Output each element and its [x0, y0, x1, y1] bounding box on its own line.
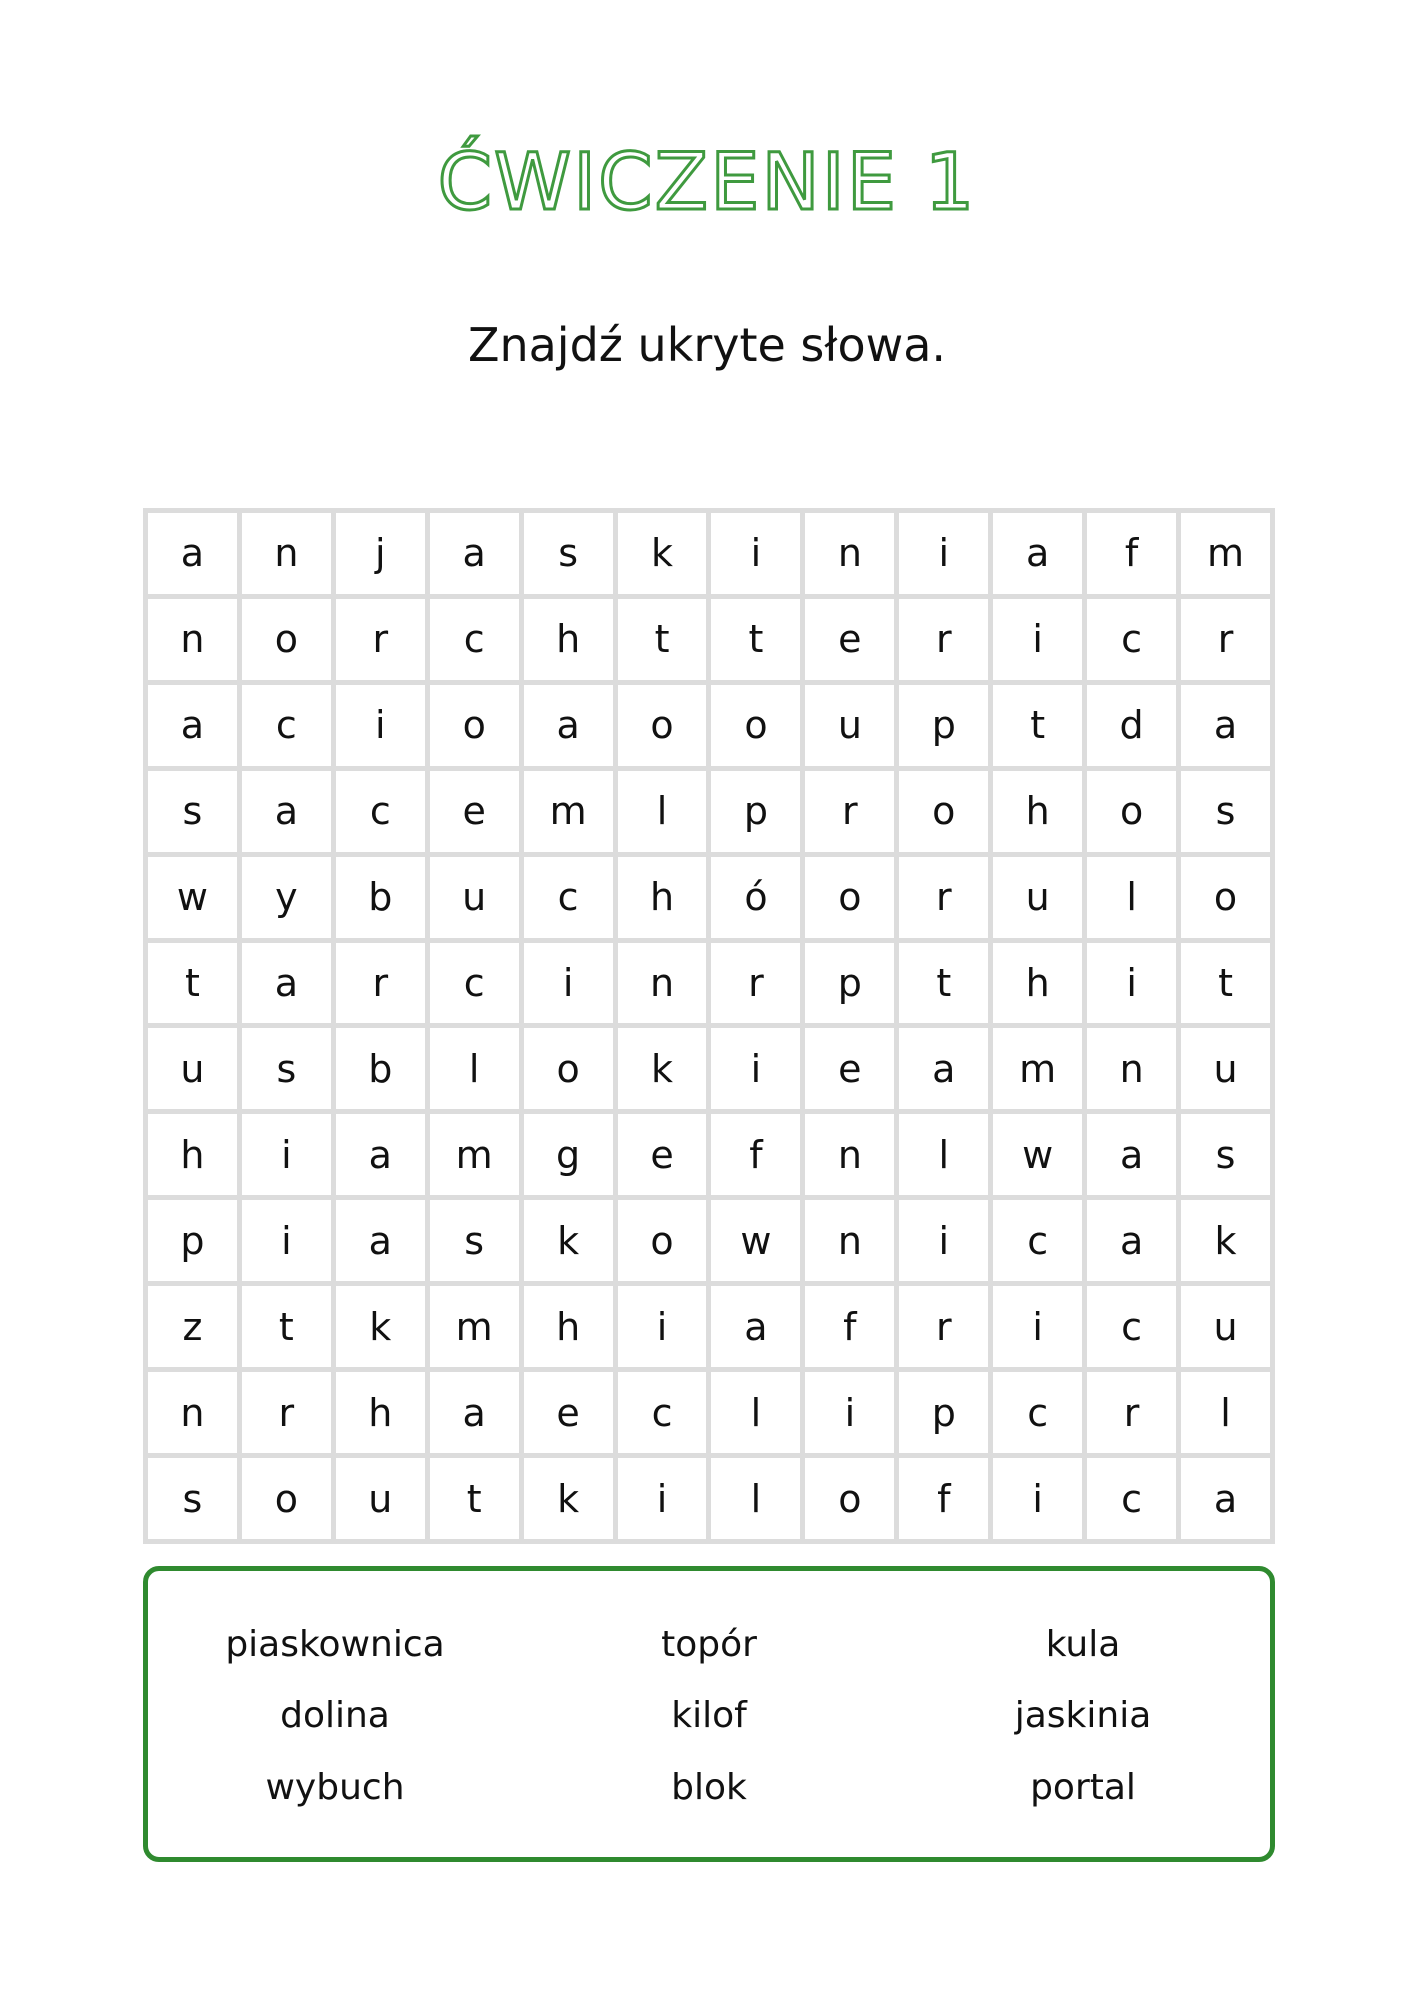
grid-cell[interactable]: r — [336, 943, 425, 1024]
grid-cell[interactable]: o — [242, 1458, 331, 1539]
grid-cell[interactable]: b — [336, 857, 425, 938]
grid-cell[interactable]: w — [148, 857, 237, 938]
grid-cell[interactable]: e — [430, 771, 519, 852]
grid-cell[interactable]: t — [993, 685, 1082, 766]
word-search-grid — [143, 508, 1275, 1544]
grid-cell[interactable]: u — [148, 1028, 237, 1109]
grid-cell[interactable]: p — [148, 1200, 237, 1281]
grid-cell[interactable]: k — [618, 513, 707, 594]
grid-cell[interactable]: l — [711, 1458, 800, 1539]
grid-cell[interactable]: p — [899, 685, 988, 766]
grid-cell[interactable]: u — [993, 857, 1082, 938]
grid-cell[interactable]: n — [618, 943, 707, 1024]
grid-cell[interactable]: h — [336, 1372, 425, 1453]
grid-cell[interactable]: r — [1087, 1372, 1176, 1453]
grid-cell[interactable]: a — [148, 513, 237, 594]
grid-cell[interactable]: r — [711, 943, 800, 1024]
grid-cell[interactable]: k — [524, 1458, 613, 1539]
grid-cell[interactable]: ó — [711, 857, 800, 938]
grid-cell[interactable]: r — [336, 599, 425, 680]
grid-cell[interactable]: a — [242, 771, 331, 852]
grid-cell[interactable]: l — [430, 1028, 519, 1109]
grid-cell[interactable]: l — [899, 1114, 988, 1195]
exercise-title: ĆWICZENIE 1 — [437, 138, 977, 228]
grid-cell[interactable]: c — [242, 685, 331, 766]
grid-cell[interactable]: o — [805, 857, 894, 938]
grid-cell[interactable]: u — [1181, 1286, 1270, 1367]
grid-cell[interactable]: s — [148, 1458, 237, 1539]
grid-cell[interactable]: c — [1087, 599, 1176, 680]
grid-cell[interactable]: c — [336, 771, 425, 852]
grid-cell[interactable]: c — [430, 599, 519, 680]
grid-cell[interactable]: y — [242, 857, 331, 938]
grid-cell[interactable]: m — [430, 1114, 519, 1195]
grid-cell[interactable]: r — [242, 1372, 331, 1453]
grid-cell[interactable]: n — [242, 513, 331, 594]
grid-cell[interactable]: a — [336, 1114, 425, 1195]
grid-cell[interactable]: o — [618, 685, 707, 766]
grid-cell[interactable]: a — [1181, 685, 1270, 766]
grid-cell[interactable]: n — [805, 1114, 894, 1195]
grid-cell[interactable]: g — [524, 1114, 613, 1195]
grid-cell[interactable]: e — [805, 599, 894, 680]
grid-cell[interactable]: i — [336, 685, 425, 766]
grid-cell[interactable]: c — [1087, 1458, 1176, 1539]
grid-cell[interactable]: h — [524, 599, 613, 680]
grid-cell[interactable]: p — [899, 1372, 988, 1453]
grid-cell[interactable]: e — [618, 1114, 707, 1195]
word-item: jaskinia — [1014, 1695, 1152, 1737]
grid-cell[interactable]: c — [993, 1372, 1082, 1453]
grid-cell[interactable]: a — [430, 1372, 519, 1453]
grid-cell[interactable]: n — [148, 599, 237, 680]
grid-cell[interactable]: b — [336, 1028, 425, 1109]
grid-cell[interactable]: t — [711, 599, 800, 680]
grid-cell[interactable]: i — [524, 943, 613, 1024]
grid-cell[interactable]: a — [993, 513, 1082, 594]
grid-cell[interactable]: a — [336, 1200, 425, 1281]
grid-cell[interactable]: d — [1087, 685, 1176, 766]
grid-cell[interactable]: u — [1181, 1028, 1270, 1109]
grid-cell[interactable]: m — [993, 1028, 1082, 1109]
grid-cell[interactable]: o — [618, 1200, 707, 1281]
grid-cell[interactable]: m — [1181, 513, 1270, 594]
grid-cell[interactable]: n — [148, 1372, 237, 1453]
grid-cell[interactable]: h — [993, 943, 1082, 1024]
grid-cell[interactable]: l — [1181, 1372, 1270, 1453]
grid-cell[interactable]: w — [711, 1200, 800, 1281]
grid-cell[interactable]: i — [618, 1286, 707, 1367]
grid-cell[interactable]: s — [1181, 1114, 1270, 1195]
grid-cell[interactable]: i — [993, 1458, 1082, 1539]
grid-cell[interactable]: a — [1087, 1114, 1176, 1195]
grid-cell[interactable]: s — [148, 771, 237, 852]
grid-cell[interactable]: r — [1181, 599, 1270, 680]
grid-cell[interactable]: f — [1087, 513, 1176, 594]
grid-cell[interactable]: r — [899, 857, 988, 938]
grid-cell[interactable]: i — [805, 1372, 894, 1453]
grid-cell[interactable]: s — [1181, 771, 1270, 852]
grid-cell[interactable]: o — [242, 599, 331, 680]
word-item: blok — [671, 1766, 747, 1808]
grid-cell[interactable]: i — [993, 599, 1082, 680]
grid-cell[interactable]: f — [711, 1114, 800, 1195]
grid-cell[interactable]: i — [242, 1200, 331, 1281]
grid-cell[interactable]: h — [148, 1114, 237, 1195]
grid-cell[interactable]: r — [899, 1286, 988, 1367]
grid-cell[interactable]: c — [430, 943, 519, 1024]
grid-cell[interactable]: z — [148, 1286, 237, 1367]
grid-cell[interactable]: o — [805, 1458, 894, 1539]
grid-cell[interactable]: i — [993, 1286, 1082, 1367]
grid-cell[interactable]: n — [805, 1200, 894, 1281]
grid-cell[interactable]: o — [899, 771, 988, 852]
grid-cell[interactable]: k — [336, 1286, 425, 1367]
grid-cell[interactable]: n — [1087, 1028, 1176, 1109]
grid-cell[interactable]: t — [1181, 943, 1270, 1024]
word-list-box — [143, 1566, 1275, 1862]
grid-cell[interactable]: m — [524, 771, 613, 852]
grid-cell[interactable]: e — [805, 1028, 894, 1109]
grid-cell[interactable]: k — [618, 1028, 707, 1109]
grid-cell[interactable]: a — [524, 685, 613, 766]
grid-cell[interactable]: k — [524, 1200, 613, 1281]
grid-cell[interactable]: l — [618, 771, 707, 852]
instruction-text: Znajdź ukryte słowa. — [467, 318, 947, 372]
grid-cell[interactable]: e — [524, 1372, 613, 1453]
word-item: kula — [1045, 1624, 1121, 1666]
word-item: portal — [1030, 1766, 1136, 1808]
grid-cell[interactable]: a — [148, 685, 237, 766]
grid-cell[interactable]: l — [1087, 857, 1176, 938]
grid-cell[interactable]: p — [711, 771, 800, 852]
grid-cell[interactable]: c — [993, 1200, 1082, 1281]
grid-cell[interactable]: u — [430, 857, 519, 938]
grid-cell[interactable]: o — [711, 685, 800, 766]
grid-cell[interactable]: u — [805, 685, 894, 766]
grid-cell[interactable]: r — [899, 599, 988, 680]
grid-cell[interactable]: w — [993, 1114, 1082, 1195]
word-item: topór — [661, 1624, 757, 1666]
grid-cell[interactable]: m — [430, 1286, 519, 1367]
grid-cell[interactable]: a — [711, 1286, 800, 1367]
grid-cell[interactable]: o — [1181, 857, 1270, 938]
grid-cell[interactable]: i — [242, 1114, 331, 1195]
grid-cell[interactable]: t — [899, 943, 988, 1024]
grid-cell[interactable]: o — [524, 1028, 613, 1109]
grid-cell[interactable]: h — [524, 1286, 613, 1367]
grid-cell[interactable]: t — [618, 599, 707, 680]
grid-cell[interactable]: s — [430, 1200, 519, 1281]
grid-cell[interactable]: r — [805, 771, 894, 852]
grid-cell[interactable]: c — [1087, 1286, 1176, 1367]
grid-cell[interactable]: a — [1181, 1458, 1270, 1539]
grid-cell[interactable]: s — [242, 1028, 331, 1109]
grid-cell[interactable]: f — [899, 1458, 988, 1539]
grid-cell[interactable]: i — [711, 513, 800, 594]
grid-cell[interactable]: i — [899, 513, 988, 594]
word-item: dolina — [280, 1695, 390, 1737]
grid-cell[interactable]: o — [430, 685, 519, 766]
word-item: piaskownica — [225, 1624, 445, 1666]
grid-cell[interactable]: l — [711, 1372, 800, 1453]
grid-cell[interactable]: t — [242, 1286, 331, 1367]
grid-cell[interactable]: n — [805, 513, 894, 594]
grid-cell[interactable]: a — [430, 513, 519, 594]
grid-cell[interactable]: h — [618, 857, 707, 938]
grid-cell[interactable]: f — [805, 1286, 894, 1367]
grid-cell[interactable]: j — [336, 513, 425, 594]
grid-cell[interactable]: c — [618, 1372, 707, 1453]
grid-cell[interactable]: s — [524, 513, 613, 594]
grid-cell[interactable]: a — [242, 943, 331, 1024]
grid-cell[interactable]: o — [1087, 771, 1176, 852]
word-item: kilof — [671, 1695, 747, 1737]
grid-cell[interactable]: a — [1087, 1200, 1176, 1281]
grid-cell[interactable]: k — [1181, 1200, 1270, 1281]
grid-cell[interactable]: t — [148, 943, 237, 1024]
grid-cell[interactable]: c — [524, 857, 613, 938]
grid-cell[interactable]: p — [805, 943, 894, 1024]
grid-cell[interactable]: i — [618, 1458, 707, 1539]
grid-cell[interactable]: i — [711, 1028, 800, 1109]
grid-cell[interactable]: u — [336, 1458, 425, 1539]
grid-cell[interactable]: i — [1087, 943, 1176, 1024]
grid-cell[interactable]: t — [430, 1458, 519, 1539]
grid-cell[interactable]: a — [899, 1028, 988, 1109]
grid-cell[interactable]: h — [993, 771, 1082, 852]
word-item: wybuch — [265, 1766, 405, 1808]
grid-cell[interactable]: i — [899, 1200, 988, 1281]
